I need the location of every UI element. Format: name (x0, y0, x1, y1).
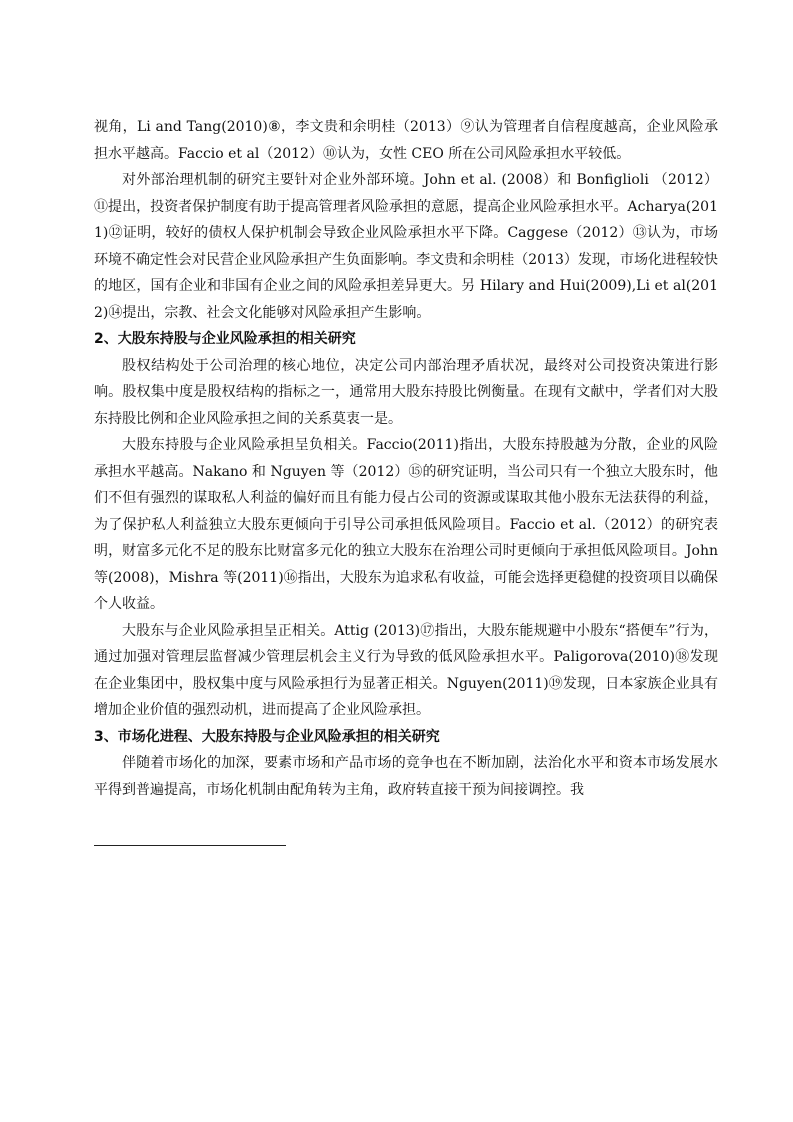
footnote-separator (94, 845, 286, 846)
document-body (94, 114, 718, 803)
paragraph-1: 视角，Li and Tang(2010)⑧，李文贵和余明桂（2013）⑨认为管理者自信程度越高，企业风险承担水平越高。Faccio et al（2012）⑩认为，女性 CEO 所在公司风险承担水平较低。 (94, 119, 718, 162)
paragraph-3: 股权结构处于公司治理的核心地位，决定公司内部治理矛盾状况，最终对公司投资决策进行影响。股权集中度是股权结构的指标之一，通常用大股东持股比例衡量。在现有文献中，学者们对大股东持股比例和企业风险承担之间的关系莫衷一是。 (94, 357, 718, 427)
section-heading-2: 2、大股东持股与企业风险承担的相关研究 (94, 331, 356, 347)
paragraph-6: 伴随着市场化的加深，要素市场和产品市场的竞争也在不断加剧，法治化水平和资本市场发展水平得到普遍提高，市场化机制由配角转为主角，政府转直接干预为间接调控。我 (94, 755, 718, 798)
paragraph-5: 大股东与企业风险承担呈正相关。Attig (2013)⑰指出，大股东能规避中小股东“搭便车”行为，通过加强对管理层监督减少管理层机会主义行为导致的低风险承担水平。Paligorova(2010)⑱发现在企业集团中，股权集中度与风险承担行为显著正相关。Nguyen(2011)⑲发现，日本家族企业具有增加企业价值的强烈动机，进而提高了企业风险承担。 (94, 622, 718, 718)
paragraph-4: 大股东持股与企业风险承担呈负相关。Faccio(2011)指出，大股东持股越为分散，企业的风险承担水平越高。Nakano 和 Nguyen 等（2012）⑮的研究证明，当公司只有一个独立大股东时，他们不但有强烈的谋取私人利益的偏好而且有能力侵占公司的资源或谋取其他小股东无法获得的利益，为了保护私人利益独立大股东更倾向于引导公司承担低风险项目。Faccio et al.（2012）的研究表明，财富多元化不足的股东比财富多元化的独立大股东在治理公司时更倾向于承担低风险项目。John 等(2008)，Mishra 等(2011)⑯指出，大股东为追求私有收益，可能会选择更稳健的投资项目以确保个人收益。 (94, 437, 718, 612)
section-heading-3: 3、市场化进程、大股东持股与企业风险承担的相关研究 (94, 728, 440, 745)
paragraph-2: 对外部治理机制的研究主要针对企业外部环境。John et al. (2008）和 Bonfiglioli （2012）⑪提出，投资者保护制度有助于提高管理者风险承担的意愿，提高企业风险承担水平。Acharya(2011)⑫证明，较好的债权人保护机制会导致企业风险承担水平下降。Caggese（2012）⑬认为，市场环境不确定性会对民营企业风险承担产生负面影响。李文贵和余明桂（2013）发现，市场化进程较快的地区，国有企业和非国有企业之间的风险承担差异更大。另 Hilary and Hui(2009),Li et al(2012)⑭提出，宗教、社会文化能够对风险承担产生影响。 (94, 172, 718, 321)
